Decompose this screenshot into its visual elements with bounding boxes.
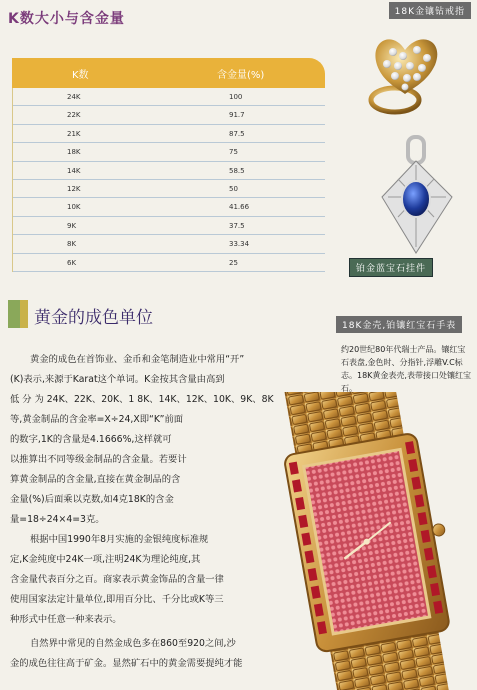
body-line: 的数字,1K的含量是4.1666%,这样就可 bbox=[10, 434, 172, 445]
body-line: 使用国家法定计量单位,即用百分比、千分比或K等三 bbox=[10, 594, 224, 605]
table-title: K数大小与含金量 bbox=[8, 11, 125, 27]
table-row bbox=[13, 217, 325, 235]
column-header-percent: 含金量(%) bbox=[217, 70, 265, 81]
karat-cell: 8K bbox=[67, 240, 77, 249]
gold-content-cell: 75 bbox=[229, 148, 238, 157]
body-line: 等,黄金制品的含金率=X÷24,X即“K”前面 bbox=[10, 414, 184, 425]
gold-content-cell: 25 bbox=[229, 258, 238, 267]
table-row bbox=[13, 106, 325, 124]
table-header bbox=[12, 58, 325, 88]
gold-content-cell: 100 bbox=[229, 93, 243, 101]
table-row bbox=[13, 198, 325, 216]
section-marker-right bbox=[20, 300, 28, 328]
table-row bbox=[13, 88, 325, 106]
watch-caption-tag: 18K金壳,铂镶红宝石手表 bbox=[336, 316, 462, 333]
body-line: 量=18÷24×4=3克。 bbox=[10, 514, 105, 525]
table-row bbox=[13, 143, 325, 161]
body-line: 自然界中常见的自然金成色多在860至920之间,沙 bbox=[30, 638, 236, 649]
table-row bbox=[13, 235, 325, 253]
body-line: 低 分 为 24K、22K、20K、1 8K、14K、12K、10K、9K、8K bbox=[10, 394, 274, 405]
karat-cell: 9K bbox=[67, 221, 77, 230]
body-line: 以推算出不同等级金制品的含金量。若要计 bbox=[10, 454, 187, 465]
gold-content-cell: 33.34 bbox=[229, 240, 250, 249]
karat-cell: 12K bbox=[67, 184, 81, 193]
body-line: 定,K金纯度中24K一项,注明24K为理论纯度,其 bbox=[10, 554, 201, 565]
gold-content-cell: 91.7 bbox=[229, 111, 245, 120]
body-line: 含金量代表百分之百。商家表示黄金饰品的含量一律 bbox=[10, 574, 224, 585]
table-row bbox=[13, 125, 325, 143]
table-row bbox=[13, 254, 325, 272]
body-line: (K)表示,来源于Karat这个单词。K金按其含量由高到 bbox=[10, 374, 225, 385]
body-line: 根据中国1990年8月实施的金银纯度标准规 bbox=[30, 534, 209, 545]
body-line: 金的成色往往高于矿金。显然矿石中的黄金需要提纯才能 bbox=[10, 658, 243, 669]
gold-content-cell: 87.5 bbox=[229, 129, 245, 138]
watch-description: 约20世纪80年代瑞士产品。镶红宝石表盘,金色时、分指针,浮雕V.C标志。18K黄金表壳,表带接口处镶红宝石。 bbox=[341, 345, 471, 393]
karat-table bbox=[12, 58, 325, 272]
karat-cell: 22K bbox=[67, 111, 81, 120]
karat-cell: 10K bbox=[67, 203, 81, 212]
section-title: 黄金的成色单位 bbox=[34, 308, 153, 328]
section-marker-left bbox=[8, 300, 20, 328]
table-body bbox=[12, 88, 325, 272]
watch-image bbox=[282, 392, 477, 690]
gold-content-cell: 37.5 bbox=[229, 221, 245, 230]
karat-cell: 18K bbox=[67, 148, 81, 157]
ring-caption-tag: 18K金镶钻戒指 bbox=[389, 2, 471, 19]
ring-image bbox=[365, 30, 445, 125]
table-row bbox=[13, 162, 325, 180]
gold-content-cell: 50 bbox=[229, 184, 238, 193]
body-line: 金量(%)后面乘以克数,如4克18K的含金 bbox=[10, 494, 174, 505]
body-line: 算黄金制品的含金量,直接在黄金制品的含 bbox=[10, 474, 181, 485]
gold-content-cell: 41.66 bbox=[229, 203, 250, 212]
pendant-caption-tag: 铂金蓝宝石挂件 bbox=[349, 258, 433, 277]
body-line: 种形式中任意一种来表示。 bbox=[10, 614, 122, 625]
karat-cell: 24K bbox=[67, 93, 81, 101]
body-line: 黄金的成色在首饰业、金币和金笔制造业中常用“开” bbox=[30, 354, 245, 365]
karat-cell: 21K bbox=[67, 129, 81, 138]
column-header-k: K数 bbox=[72, 70, 89, 81]
gold-content-cell: 58.5 bbox=[229, 166, 245, 175]
karat-cell: 14K bbox=[67, 166, 81, 175]
karat-cell: 6K bbox=[67, 258, 77, 267]
table-row bbox=[13, 180, 325, 198]
pendant-image bbox=[378, 135, 458, 260]
